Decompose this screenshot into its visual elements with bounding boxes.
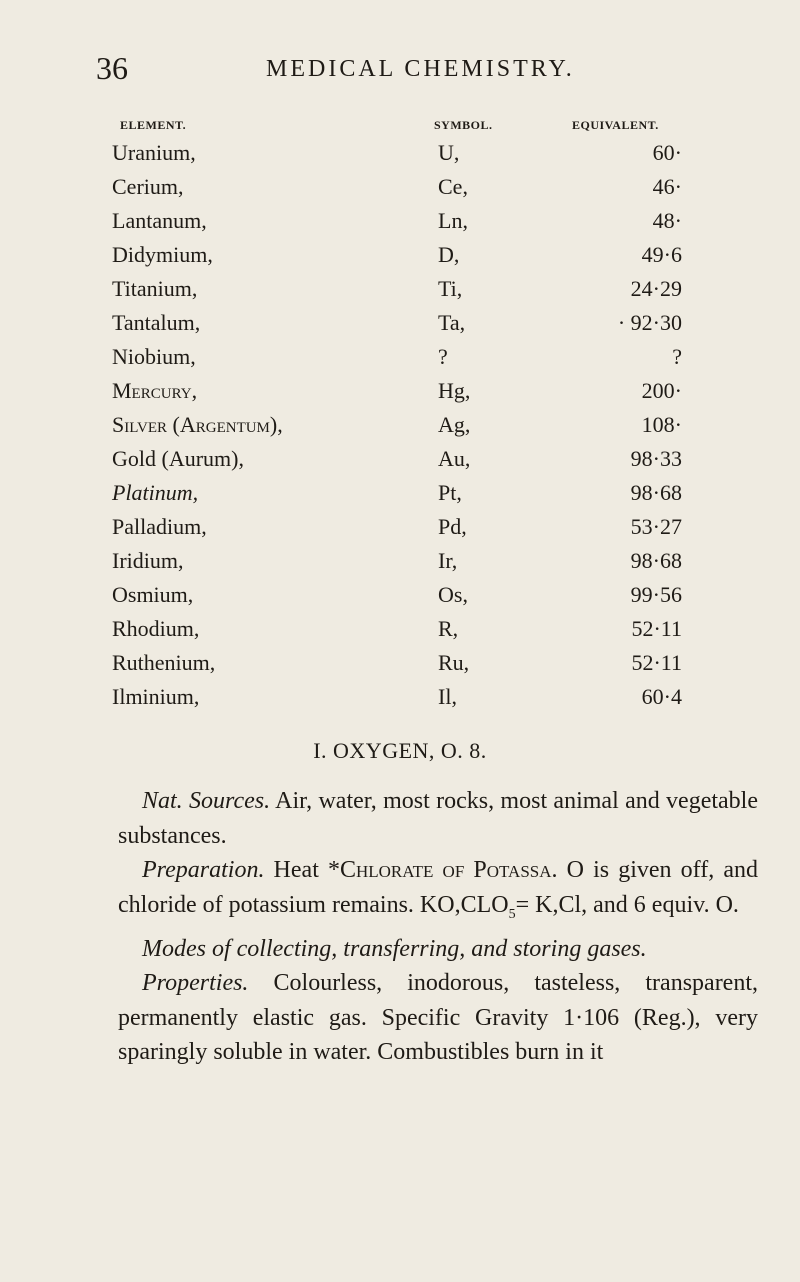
table-row	[112, 616, 752, 650]
paragraph-nat-sources	[118, 784, 758, 853]
element-name: Ruthenium,	[112, 650, 216, 675]
element-name: Niobium,	[112, 344, 196, 369]
element-symbol: Ir,	[438, 548, 458, 573]
table-row	[112, 650, 752, 684]
element-equivalent: 52·11	[631, 616, 682, 641]
element-symbol: Pd,	[438, 514, 467, 539]
element-equivalent: 48·	[652, 208, 682, 233]
element-name: Tantalum,	[112, 310, 201, 335]
element-symbol: D,	[438, 242, 460, 267]
running-title: MEDICAL CHEMISTRY.	[266, 56, 575, 82]
element-equivalent: 53·27	[630, 514, 682, 539]
element-symbol: Au,	[438, 446, 471, 471]
column-header-equivalent: EQUIVALENT.	[572, 118, 659, 132]
paragraph-text: Air, water, most rocks, most animal and vegetable substances.	[118, 788, 758, 849]
element-equivalent: ?	[672, 344, 682, 369]
element-symbol: Ru,	[438, 650, 470, 675]
table-row	[112, 548, 752, 582]
element-symbol: R,	[438, 616, 459, 641]
paragraph-modes	[118, 932, 758, 967]
table-row	[112, 344, 752, 378]
paragraph-preparation	[118, 853, 758, 932]
paragraph-text: = K,Cl, and 6 equiv. O.	[515, 891, 739, 918]
table-header	[112, 118, 752, 140]
element-symbol: Ta,	[438, 310, 466, 335]
element-equivalent: 24·29	[630, 276, 682, 301]
table-row	[112, 208, 752, 242]
element-equivalent: 52·11	[631, 650, 682, 675]
paragraph-label: Properties.	[142, 970, 249, 997]
element-equivalent: 46·	[652, 174, 682, 199]
paragraph-text: Heat *	[264, 857, 340, 883]
element-symbol: Il,	[438, 684, 457, 709]
section-heading: I. OXYGEN, O. 8.	[313, 738, 487, 763]
table-row	[112, 480, 752, 514]
element-name: Ilminium,	[112, 684, 200, 709]
element-symbol: Ce,	[438, 174, 468, 199]
element-equivalent: 108·	[641, 412, 682, 437]
table-row	[112, 140, 752, 174]
element-equivalent: 98·33	[630, 446, 682, 471]
paragraph-properties	[118, 966, 758, 1070]
element-symbol: ?	[438, 344, 448, 369]
table-row	[112, 174, 752, 208]
element-equivalent: 98·68	[630, 480, 682, 505]
element-equivalent: 200·	[641, 378, 682, 403]
table-row	[112, 446, 752, 480]
table-row	[112, 310, 752, 344]
element-equivalent: 60·4	[641, 684, 682, 709]
element-equivalent: 99·56	[630, 582, 682, 607]
element-name: Palladium,	[112, 514, 207, 539]
elements-table	[112, 118, 752, 718]
element-equivalent: · 92·30	[617, 310, 682, 335]
element-name: Lantanum,	[112, 208, 207, 233]
column-header-symbol: SYMBOL.	[434, 118, 493, 132]
element-name: Uranium,	[112, 140, 196, 165]
paragraph-text: O is given off, and chloride of potassium remains. KO,CLO	[118, 857, 758, 918]
column-header-element: ELEMENT.	[120, 118, 187, 132]
reagent-name: Chlorate of Potassa.	[339, 857, 558, 883]
page-number: 36	[96, 50, 128, 86]
element-symbol: Pt,	[438, 480, 462, 505]
element-symbol: Ti,	[438, 276, 463, 301]
running-head	[96, 50, 776, 90]
element-name: Iridium,	[112, 548, 184, 573]
table-row	[112, 378, 752, 412]
paragraph-text: Colourless, inodorous, tasteless, transparent, permanently elastic gas. Specific Gravity 1·106 (Reg.), very sparingly soluble in water. Combustibles burn in it	[118, 970, 758, 1066]
element-symbol: Ln,	[438, 208, 468, 233]
element-name: Titanium,	[112, 276, 198, 301]
element-equivalent: 98·68	[630, 548, 682, 573]
table-row	[112, 514, 752, 548]
paragraph-label: Preparation.	[142, 857, 265, 883]
element-name: Osmium,	[112, 582, 194, 607]
element-name: Gold (Aurum),	[112, 446, 244, 471]
element-name: Mercury,	[112, 378, 198, 403]
element-name: Platinum,	[112, 480, 199, 505]
table-row	[112, 276, 752, 310]
element-symbol: Ag,	[438, 412, 471, 437]
table-row	[112, 684, 752, 718]
body-text	[118, 784, 758, 1070]
paragraph-label: Nat. Sources.	[142, 788, 271, 814]
formula-subscript: 5	[508, 906, 516, 922]
table-row	[112, 242, 752, 276]
element-symbol: U,	[438, 140, 460, 165]
element-name: Rhodium,	[112, 616, 200, 641]
element-symbol: Hg,	[438, 378, 471, 403]
table-row	[112, 412, 752, 446]
element-name: Didymium,	[112, 242, 213, 267]
element-name: Cerium,	[112, 174, 184, 199]
element-equivalent: 49·6	[641, 242, 682, 267]
element-symbol: Os,	[438, 582, 468, 607]
paragraph-text: Modes of collecting, transferring, and storing gases.	[142, 935, 647, 962]
element-equivalent: 60·	[652, 140, 682, 165]
element-name: Silver (Argentum),	[112, 412, 283, 437]
table-row	[112, 582, 752, 616]
